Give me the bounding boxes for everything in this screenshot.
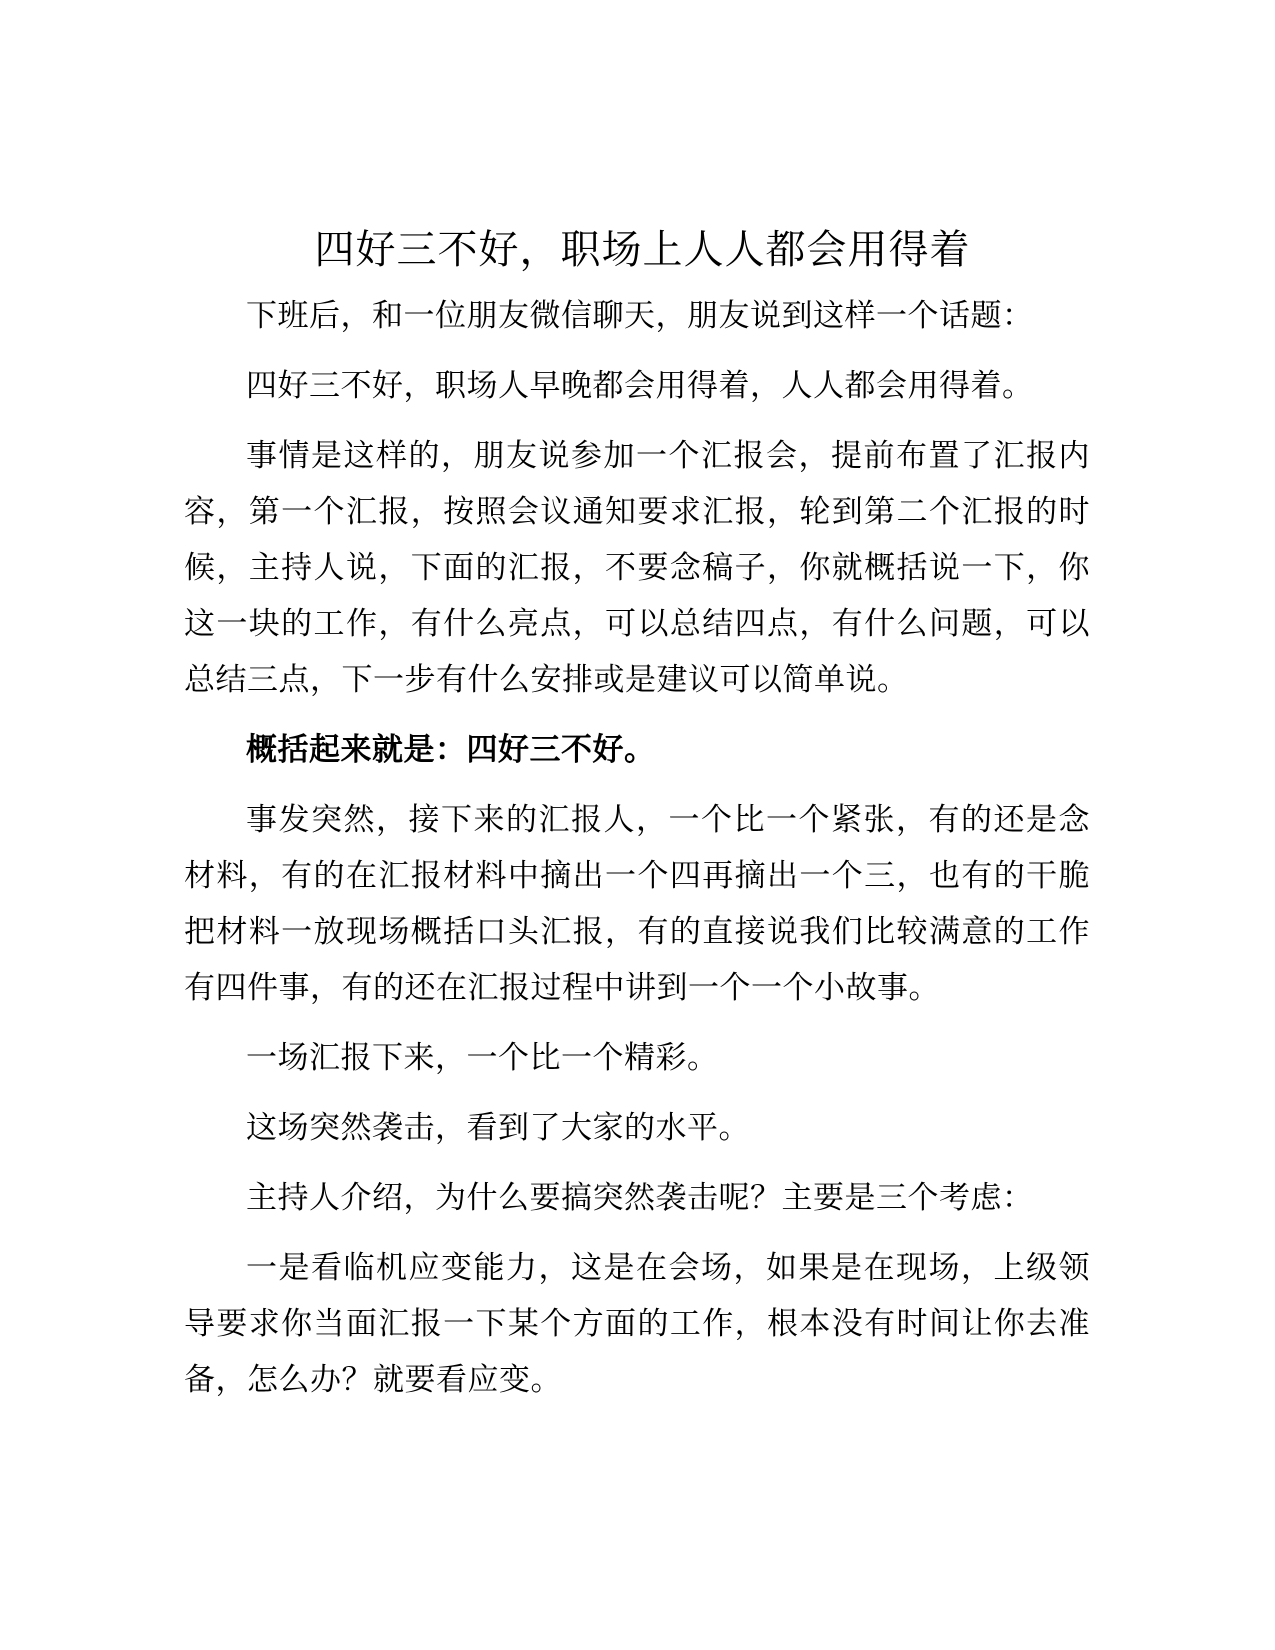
paragraph: 事发突然，接下来的汇报人，一个比一个紧张，有的还是念材料，有的在汇报材料中摘出一个四再摘出一个三，也有的干脆把材料一放现场概括口头汇报，有的直接说我们比较满意的工作有四件事，有的还在汇报过程中讲到一个一个小故事。	[184, 802, 1090, 1006]
paragraph: 事情是这样的，朋友说参加一个汇报会，提前布置了汇报内容，第一个汇报，按照会议通知要求汇报，轮到第二个汇报的时候，主持人说，下面的汇报，不要念稿子，你就概括说一下，你这一块的工作，有什么亮点，可以总结四点，有什么问题，可以总结三点，下一步有什么安排或是建议可以简单说。	[184, 438, 1090, 698]
paragraph: 下班后，和一位朋友微信聊天，朋友说到这样一个话题：	[246, 298, 1034, 334]
paragraph: 主持人介绍，为什么要搞突然袭击呢？主要是三个考虑：	[246, 1180, 1034, 1216]
paragraph: 一场汇报下来，一个比一个精彩。	[246, 1040, 719, 1076]
paragraph: 一是看临机应变能力，这是在会场，如果是在现场，上级领导要求你当面汇报一下某个方面的工作，根本没有时间让你去准备，怎么办？就要看应变。	[184, 1250, 1090, 1398]
document-body	[184, 288, 1090, 1422]
paragraph: 这场突然袭击，看到了大家的水平。	[246, 1110, 750, 1146]
paragraph: 四好三不好，职场人早晚都会用得着，人人都会用得着。	[246, 368, 1034, 404]
summary-paragraph: 概括起来就是：四好三不好。	[246, 732, 656, 768]
document-title: 四好三不好，职场上人人都会用得着	[314, 227, 971, 273]
